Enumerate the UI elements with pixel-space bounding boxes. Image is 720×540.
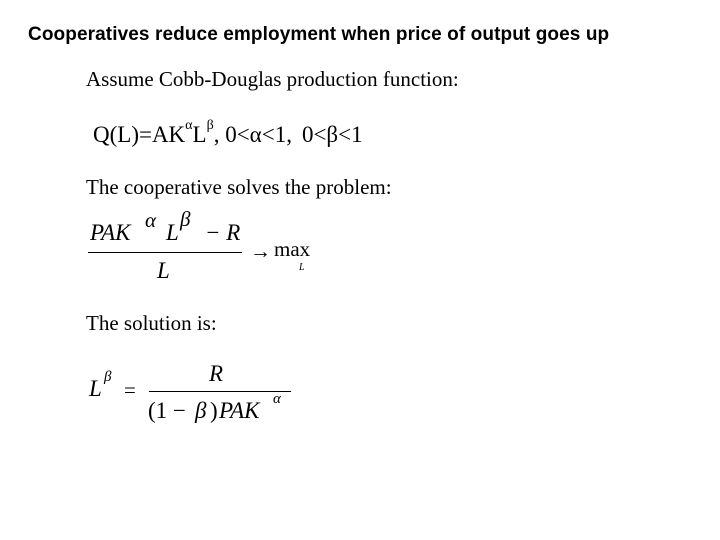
solution-text: The solution is: <box>86 311 217 335</box>
prodfn-l: L <box>192 122 207 147</box>
production-function <box>93 118 363 148</box>
problem-max-subscript: L <box>299 262 305 273</box>
problem-max: max <box>274 237 311 261</box>
assume-text: Assume Cobb-Douglas production function: <box>86 67 459 91</box>
solution-numerator-r: R <box>209 361 224 386</box>
solution-den-alpha: α <box>273 391 281 407</box>
arrow-icon: → <box>250 239 271 263</box>
problem-text: The cooperative solves the problem: <box>86 175 392 199</box>
solution-lhs-l: L <box>89 376 102 401</box>
solution-den-close: ) <box>210 398 218 423</box>
solution-fraction-bar <box>149 391 291 392</box>
solution-lhs-beta: β <box>104 369 112 385</box>
solution-den-beta: β <box>195 398 207 423</box>
problem-denominator-l: L <box>157 258 170 283</box>
problem-alpha-exponent: α <box>145 208 157 232</box>
problem-beta-exponent: β <box>180 207 191 231</box>
prodfn-beta-condition: 0<β<1 <box>301 122 363 147</box>
prodfn-alpha-exponent: α <box>185 118 193 133</box>
problem-numerator-pak: PAK <box>90 220 131 245</box>
problem-minus-r: − R <box>205 220 241 245</box>
prodfn-alpha-condition: , 0<α<1, <box>213 122 292 147</box>
prodfn-lhs: Q(L)=AK <box>93 122 186 147</box>
problem-fraction-bar <box>88 252 242 253</box>
problem-numerator-l: L <box>166 220 179 245</box>
prodfn-beta-exponent: β <box>206 118 214 133</box>
solution-den-pak: PAK <box>219 398 260 423</box>
solution-equals: = <box>124 378 136 402</box>
slide-title: Cooperatives reduce employment when price of output goes up <box>28 24 610 45</box>
solution-den-one-minus: (1 − <box>148 398 186 423</box>
